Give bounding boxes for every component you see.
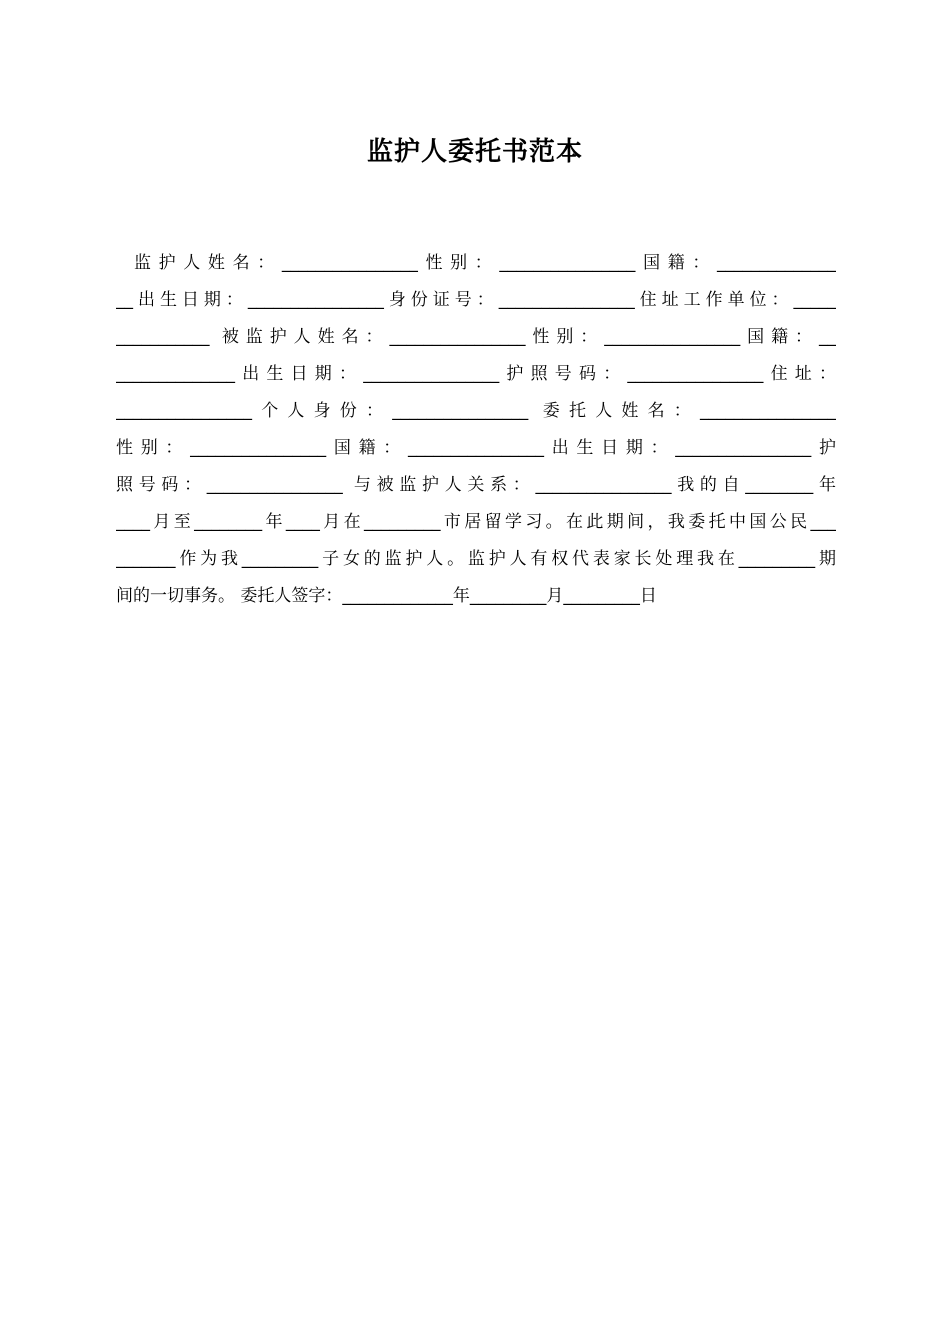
body-line-4: ______________出生日期：________________护照号码：________________住址： [116,364,836,384]
body-line-8: ____月至________年____月在_________市居留学习。在此期间，我委托中国公民___ [116,512,836,532]
body-line-10: 间的一切事务。 委托人签字：_____________年_________月_________日 [116,586,657,606]
document-title: 监护人委托书范本 [366,137,583,167]
body-line-9: _______作为我_________子女的监护人。监护人有权代表家长处理我在_________期 [116,549,836,569]
body-line-7: 照号码：________________ 与被监护人关系：________________我的自________年 [116,475,836,495]
body-line-5: ________________个人身份：________________ 委托人姓名：________________ [116,401,836,421]
body-line-1: 监护人姓名：________________性别：________________国籍：______________ [134,253,836,273]
body-line-6: 性别：________________国籍：________________出生日期：________________护 [116,438,836,458]
body-line-2: __出生日期：________________身份证号：________________住址工作单位：_____ [116,290,836,310]
document-body [116,245,836,615]
body-line-3: ___________ 被监护人姓名：________________性别：________________国籍：__ [116,327,836,347]
